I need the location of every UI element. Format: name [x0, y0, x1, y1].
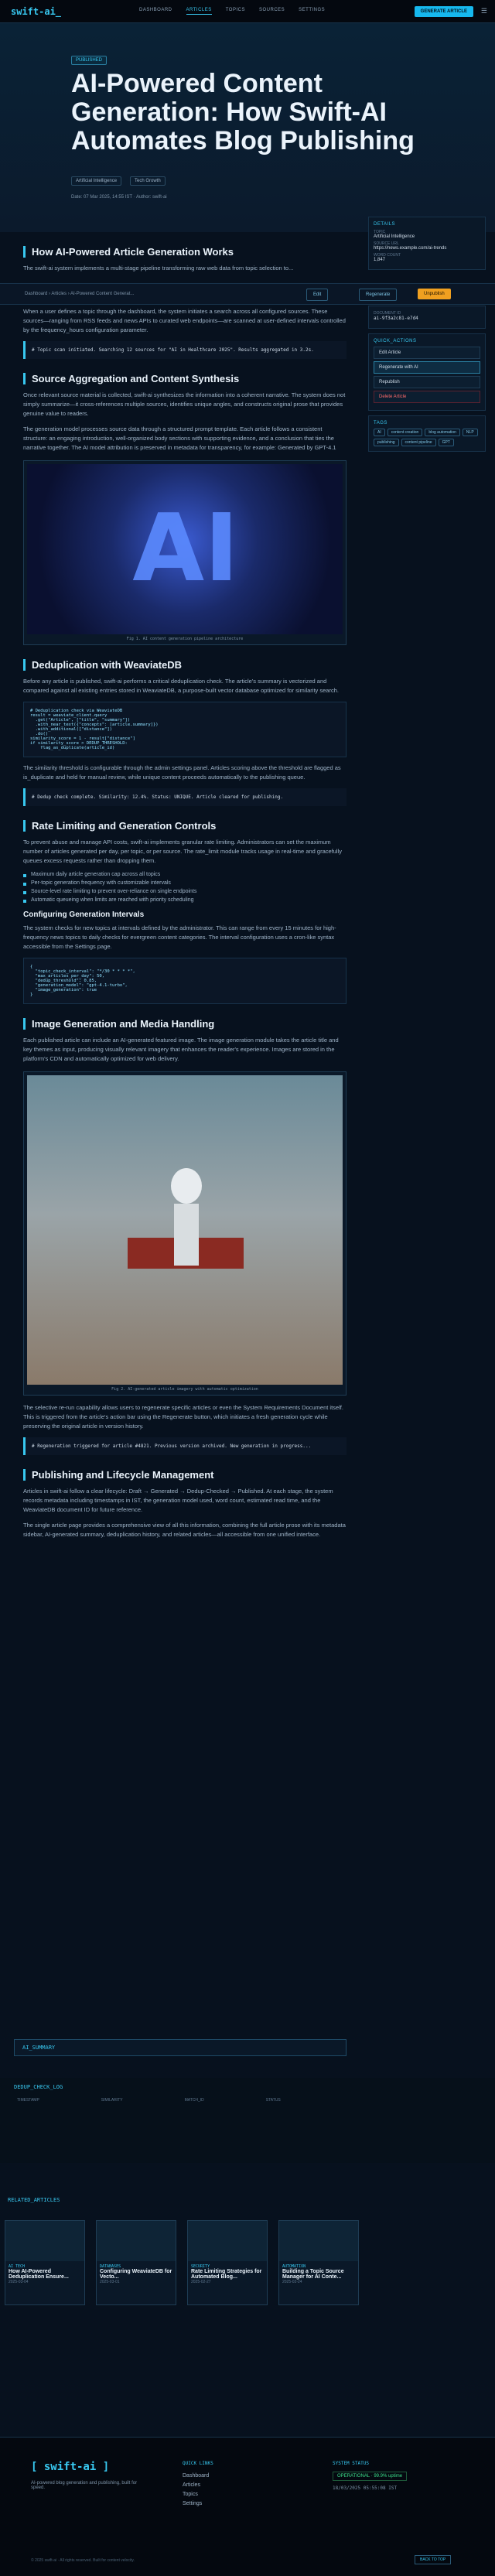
details-panel [368, 217, 486, 270]
nav-settings[interactable]: SETTINGS [299, 8, 326, 12]
robot-image [27, 1075, 343, 1385]
list-item: Maximum daily article generation cap across all topics [23, 872, 346, 877]
paragraph: The swift-ai system implements a multi-stage pipeline transforming raw web data from topic selection to... [23, 265, 294, 272]
card-title: How AI-Powered Deduplication Ensure... [9, 2269, 69, 2280]
column-header: TIMESTAMP [17, 2098, 39, 2103]
dedup-log [0, 2078, 495, 2163]
tags-panel [368, 415, 486, 452]
regenerate-button[interactable]: Regenerate [359, 289, 397, 301]
footer-logo[interactable]: [ swift-ai ] [31, 2461, 110, 2473]
edit-article-action[interactable]: Edit Article [374, 347, 480, 359]
ai-image [27, 464, 343, 634]
paragraph: The similarity threshold is configurable through the admin settings panel. Articles scoring above the threshold are flagged as is_duplicate and held for manual review, while unique content proceeds automatically to the publishing queue. [23, 764, 341, 781]
breadcrumb-text[interactable]: Dashboard › Articles › AI-Powered Content Generat... [25, 292, 135, 296]
ai-summary-toggle[interactable] [14, 2039, 346, 2056]
card-date: 2025-03-04 [9, 2280, 29, 2284]
menu-icon[interactable]: ☰ [480, 7, 487, 15]
quick-actions-heading: QUICK_ACTIONS [374, 339, 417, 343]
status-badge: OPERATIONAL · 99.9% uptime [333, 2472, 407, 2481]
related-card[interactable] [187, 2220, 268, 2305]
tags-heading: TAGS [374, 421, 387, 425]
sidebar [368, 217, 486, 456]
list-item: Automatic queueing when limits are reached with priority scheduling [23, 897, 346, 903]
related-title: RELATED_ARTICLES [8, 2197, 60, 2203]
system-time: 18/03/2025 05:55:08 IST [333, 2485, 398, 2491]
card-date: 2025-03-01 [100, 2280, 120, 2284]
logo[interactable]: swift-ai_ [11, 5, 62, 17]
footer-link[interactable]: Topics [183, 2492, 198, 2497]
card-title: Building a Topic Source Manager for AI Conte... [282, 2269, 344, 2280]
code-block: # Deduplication check via WeaviateDB result = weaviate_client.query .get("Article", ["title", "summary"]) .with_near_text({"concepts": [article.summary]}) .with_additional(["distance"]) .do() similarity_score = 1 - result["distance"] if similarity_score > DEDUP_THRESHOLD: flag_as_duplicate(article_id) [23, 702, 346, 757]
paragraph: Articles in swift-ai follow a clear lifecycle: Draft → Generated → Dedup-Checked → Published. At each stage, the system records metadata including timestamps in IST, the generation model used, word count, estimated read time, and the WeaviateDB document ID for future reference. [23, 1488, 333, 1513]
log-note: # Dedup check complete. Similarity: 12.4%. Status: UNIQUE. Article cleared for publishing. [23, 788, 346, 806]
details-heading: DETAILS [374, 222, 396, 227]
related-articles [0, 2189, 495, 2328]
article-meta: Date: 07 Mar 2025, 14:55 IST · Author: swift-ai [71, 195, 167, 200]
footer-link[interactable]: Dashboard [183, 2473, 210, 2479]
figure-robot [23, 1071, 346, 1396]
list-item: Per-topic generation frequency with customizable intervals [23, 880, 346, 886]
hero-tag[interactable]: Tech Growth [130, 176, 166, 186]
detail-label: DOCUMENT ID [374, 311, 401, 316]
paragraph: Once relevant source material is collected, swift-ai synthesizes the information into a coherent narrative. The system does not simply summarize—it cross-references multiple sources, identifies unique angles, and constructs original prose that provides genuine value to readers. [23, 391, 346, 417]
delete-article-action[interactable]: Delete Article [374, 391, 480, 403]
section-heading: Image Generation and Media Handling [23, 1018, 346, 1030]
section-heading: Deduplication with WeaviateDB [23, 659, 346, 671]
status-badge: PUBLISHED [71, 56, 107, 65]
detail-value[interactable]: https://news.example.com/ai-trends [374, 246, 447, 251]
card-date: 2025-02-27 [191, 2280, 211, 2284]
nav-articles[interactable]: ARTICLES [186, 8, 212, 15]
article-body [23, 232, 346, 1546]
edit-button[interactable]: Edit [306, 289, 328, 301]
section-heading: Publishing and Lifecycle Management [23, 1469, 346, 1481]
top-navigation [0, 0, 495, 23]
svg-text:AI: AI [132, 495, 239, 603]
card-tag: DATABASES [100, 2264, 121, 2269]
doc-id-panel [368, 306, 486, 329]
figure-caption: Fig 2. AI-generated article imagery with automatic optimization [111, 1387, 258, 1392]
config-code: { "topic_check_interval": "*/30 * * * *", "max_articles_per_day": 50, "dedup_threshold": 0.85, "generation_model": "gpt-4.1-turbo", "image_generation": true } [23, 958, 346, 1004]
ai-summary-label: AI_SUMMARY [22, 2045, 56, 2051]
footer-desc: AI-powered blog generation and publishing, built for speed. [31, 2481, 138, 2490]
hero-tag[interactable]: Artificial Intelligence [71, 176, 121, 186]
card-title: Configuring WeaviateDB for Vecto... [100, 2269, 172, 2280]
section-heading: How AI-Powered Article Generation Works [23, 246, 346, 258]
card-date: 2025-02-24 [282, 2280, 302, 2284]
tag-chip[interactable]: content creation [387, 429, 423, 436]
system-status-heading: SYSTEM STATUS [333, 2461, 369, 2466]
dedup-title: DEDUP_CHECK_LOG [14, 2084, 63, 2090]
paragraph: The selective re-run capability allows users to regenerate specific articles or even the System Requirements Document itself. This is triggered from the article's action bar using the Regenerate button, which initiates a fresh generation cycle while preserving the original article in version history. [23, 1404, 343, 1430]
column-header: MATCH_ID [184, 2098, 204, 2103]
paragraph: Each published article can include an AI-generated featured image. The image generation module takes the article title and key themes as input, producing visually relevant imagery that enhances the reader's experience. Images are stored in the platform's CDN and automatically optimized for web delivery. [23, 1037, 339, 1062]
log-note: # Regeneration triggered for article #4821. Previous version archived. New generation in progress... [23, 1437, 346, 1455]
back-to-top-button[interactable]: BACK TO TOP [415, 2555, 451, 2564]
regenerate-action[interactable]: Regenerate with AI [374, 361, 480, 374]
card-tag: AI TECH [9, 2264, 26, 2269]
quick-actions-panel [368, 333, 486, 411]
tag-chip[interactable]: blog automation [425, 429, 460, 436]
paragraph: To prevent abuse and manage API costs, swift-ai implements granular rate limiting. Administrators can set the maximum number of articles generated per day, per topic, or per source. The rate_limit module tracks usage in real-time and gracefully queues excess requests rather than dropping them. [23, 839, 343, 864]
subheading: Configuring Generation Intervals [23, 910, 145, 919]
list-item: Source-level rate limiting to prevent over-reliance on single endpoints [23, 889, 346, 894]
tag-chip[interactable]: content pipeline [401, 439, 436, 446]
detail-label: TOPIC [374, 230, 386, 234]
nav-sources[interactable]: SOURCES [258, 8, 285, 12]
card-tag: AUTOMATION [282, 2264, 306, 2269]
section-heading: Rate Limiting and Generation Controls [23, 820, 346, 832]
hero [0, 23, 495, 232]
log-note: # Topic scan initiated. Searching 12 sources for "AI in Healthcare 2025". Results aggregated in 3.2s. [23, 341, 346, 359]
paragraph: The generation model processes source data through a structured prompt template. Each article follows a consistent structure: an engaging introduction, well-organized body sections with supporting evidence, and a conclusion that ties the narrative together. The AI model attribution is preserved in metadata for transparency, for example: Generated by GPT-4.1 [23, 425, 336, 451]
footer [0, 2437, 495, 2576]
nav-dashboard[interactable]: DASHBOARD [139, 8, 172, 12]
nav-topics[interactable]: TOPICS [225, 8, 245, 12]
column-header: STATUS [265, 2098, 281, 2103]
detail-value: Artificial Intelligence [374, 234, 415, 239]
related-card[interactable] [96, 2220, 176, 2305]
card-tag: SECURITY [191, 2264, 210, 2269]
generate-article-button[interactable]: GENERATE ARTICLE [415, 6, 473, 17]
section-heading: Source Aggregation and Content Synthesis [23, 373, 346, 384]
figure-pipeline [23, 460, 346, 645]
unpublish-button[interactable]: Unpublish [418, 289, 451, 299]
tag-chip[interactable]: NLP [463, 429, 478, 436]
card-title: Rate Limiting Strategies for Automated Blog... [191, 2269, 262, 2280]
paragraph: The single article page provides a comprehensive view of all this information, combining the full article prose with its metadata sidebar, AI-generated summary, deduplication history, and related articles—all accessible from one unified interface. [23, 1522, 346, 1538]
detail-label: WORD COUNT [374, 253, 401, 258]
related-card[interactable] [278, 2220, 359, 2305]
paragraph: The system checks for new topics at intervals defined by the administrator. This can range from every 15 minutes for high-frequency news topics to daily checks for evergreen content categories. The interval configuration uses a cron-like syntax accessible from the Settings page. [23, 924, 336, 950]
tag-chip[interactable]: GPT [439, 439, 454, 446]
column-header: SIMILARITY [101, 2098, 123, 2103]
figure-caption: Fig 1. AI content generation pipeline architecture [126, 637, 244, 641]
detail-value: ai-9f3a2c81-e7d4 [374, 316, 418, 321]
tag-chip[interactable]: AI [374, 429, 385, 436]
related-card[interactable] [5, 2220, 85, 2305]
footer-link[interactable]: Settings [183, 2501, 203, 2506]
page-title: AI-Powered Content Generation: How Swift-AI Automates Blog Publishing [71, 69, 415, 155]
detail-value: 1,847 [374, 258, 386, 262]
paragraph: When a user defines a topic through the dashboard, the system initiates a search across all configured sources. These sources—ranging from RSS feeds and news APIs to curated web endpoints—are scanned at user-defined intervals controlled by the frequency_hours configuration parameter. [23, 308, 346, 333]
tag-chip[interactable]: publishing [374, 439, 399, 446]
copyright: © 2025 swift-ai · All rights reserved. Built for content velocity. [31, 2558, 135, 2563]
quick-links-heading: QUICK LINKS [183, 2461, 213, 2466]
footer-link[interactable]: Articles [183, 2482, 200, 2488]
detail-label: SOURCE URL [374, 241, 399, 246]
republish-action[interactable]: Republish [374, 376, 480, 388]
paragraph: Before any article is published, swift-ai performs a critical deduplication check. The article's summary is vectorized and compared against all existing entries stored in WeaviateDB, a purpose-built vector database optimized for similarity search. [23, 678, 339, 694]
